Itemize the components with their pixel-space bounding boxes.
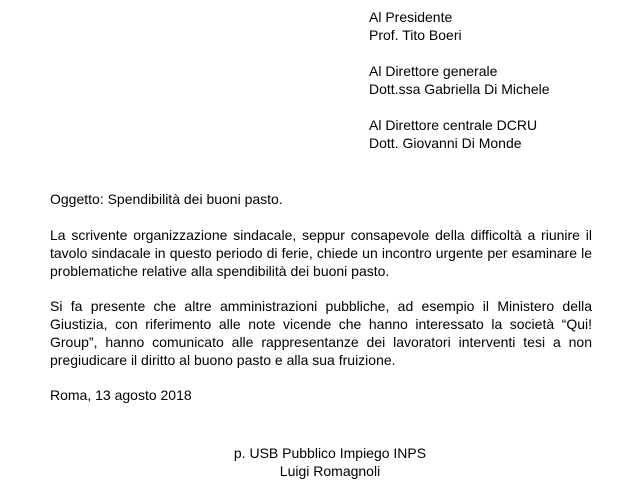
signature-block xyxy=(210,444,450,480)
recipient-title: Al Direttore generale xyxy=(369,63,498,79)
recipient-title: Al Presidente xyxy=(369,9,453,25)
date-line: Roma, 13 agosto 2018 xyxy=(50,387,192,403)
paragraph-request: La scrivente organizzazione sindacale, seppur consapevole della difficoltà a riunire il tavolo sindacale in questo periodo di ferie, chiede un incontro urgente per esaminare le problematiche relative alla spendibilità dei buoni pasto. xyxy=(50,227,592,279)
signature-organization: p. USB Pubblico Impiego INPS xyxy=(233,445,427,461)
paragraph-context: Si fa presente che altre amministrazioni pubbliche, ad esempio il Ministero della Giustizia, con riferimento alle note vicende che hanno interessato la società “Qui! Group”, hanno comunicato alle rappresentanze dei lavoratori interventi tesi a non pregiudicare il diritto al buono pasto e alla sua fruizione. xyxy=(50,298,592,368)
recipient-president xyxy=(369,8,629,44)
recipient-name: Dott.ssa Gabriella Di Michele xyxy=(369,81,550,97)
recipients-block xyxy=(369,8,629,170)
letter-body xyxy=(50,190,592,404)
signature-name: Luigi Romagnoli xyxy=(279,463,381,479)
recipient-name: Prof. Tito Boeri xyxy=(369,27,462,43)
recipient-director-general xyxy=(369,62,629,98)
subject-line: Oggetto: Spendibilità dei buoni pasto. xyxy=(50,191,283,207)
recipient-name: Dott. Giovanni Di Monde xyxy=(369,135,522,151)
recipient-director-dcru xyxy=(369,116,629,152)
recipient-title: Al Direttore centrale DCRU xyxy=(369,117,538,133)
